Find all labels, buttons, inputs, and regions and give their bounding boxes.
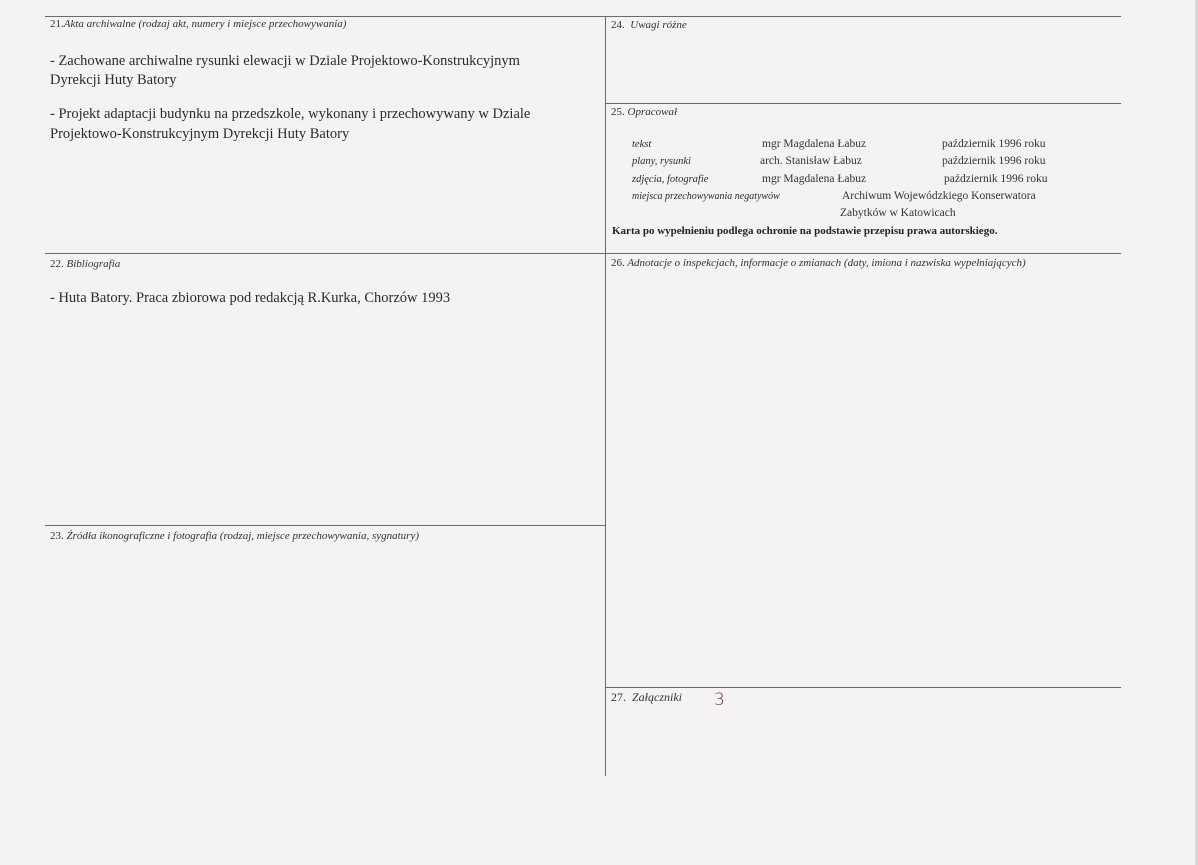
left-divider-23: [45, 525, 606, 526]
credit-role-zdjecia: zdjęcia, fotografie: [632, 174, 709, 185]
section-21-title: Akta archiwalne (rodzaj akt, numery i miejsce przechowywania): [63, 18, 347, 30]
section-25-title: Opracował: [627, 106, 677, 118]
credit-date-plany: październik 1996 roku: [942, 155, 1046, 167]
right-divider-25: [605, 103, 1121, 104]
credit-role-plany: plany, rysunki: [632, 156, 691, 167]
section-24-title: Uwagi różne: [630, 19, 687, 31]
section-21-item1-line1: - Zachowane archiwalne rysunki elewacji w Dziale Projektowo-Konstrukcyjnym: [50, 53, 520, 69]
section-22-header: [50, 258, 120, 270]
section-27-handwritten-value: 3: [714, 690, 725, 710]
section-24-header: [611, 19, 687, 31]
section-27-title: Załączniki: [632, 690, 682, 704]
section-26-title: Adnotacje o inspekcjach, informacje o zmianach (daty, imiona i nazwiska wypełniających): [627, 257, 1026, 269]
section-25-number: 25.: [611, 106, 625, 118]
section-26-number: 26.: [611, 257, 625, 269]
credit-date-tekst: październik 1996 roku: [942, 138, 1046, 150]
section-21-item1-line2: Dyrekcji Huty Batory: [50, 72, 177, 88]
negatives-label: miejsca przechowywania negatywów: [632, 191, 780, 202]
negatives-line1: Archiwum Wojewódzkiego Konserwatora: [842, 190, 1036, 202]
section-21-header: [50, 18, 346, 30]
section-23-number: 23.: [50, 530, 64, 542]
credit-person-plany: arch. Stanisław Łabuz: [760, 155, 862, 167]
section-26-header: [611, 257, 1026, 269]
right-divider-27: [605, 687, 1121, 688]
section-22-title: Bibliografia: [66, 258, 121, 270]
right-divider-26: [605, 253, 1121, 254]
credit-person-zdjecia: mgr Magdalena Łabuz: [762, 173, 867, 185]
section-21-item2-line1: - Projekt adaptacji budynku na przedszkole, wykonany i przechowywany w Dziale: [50, 106, 531, 122]
section-22-item1: - Huta Batory. Praca zbiorowa pod redakcją R.Kurka, Chorzów 1993: [50, 290, 451, 306]
section-25-header: [611, 106, 677, 118]
top-border-line: [45, 16, 1121, 17]
credit-person-tekst: mgr Magdalena Łabuz: [762, 138, 867, 150]
negatives-line2: Zabytków w Katowicach: [840, 207, 956, 219]
section-23-header: [50, 530, 419, 542]
section-24-number: 24.: [611, 19, 625, 31]
section-21-item2-line2: Projektowo-Konstrukcyjnym Dyrekcji Huty Batory: [50, 126, 350, 142]
section-22-number: 22.: [50, 258, 64, 270]
credit-date-zdjecia: październik 1996 roku: [944, 173, 1048, 185]
credit-role-tekst: tekst: [632, 139, 652, 150]
section-27-number: 27.: [611, 690, 626, 704]
section-21-number: 21.: [50, 18, 64, 30]
left-divider-22: [45, 253, 606, 254]
center-divider-line: [605, 16, 606, 776]
copyright-notice: Karta po wypełnieniu podlega ochronie na podstawie przepisu prawa autorskiego.: [612, 225, 998, 237]
section-23-title: Źródła ikonograficzne i fotografia (rodzaj, miejsce przechowywania, sygnatury): [66, 530, 419, 542]
section-27-header: [611, 690, 682, 705]
